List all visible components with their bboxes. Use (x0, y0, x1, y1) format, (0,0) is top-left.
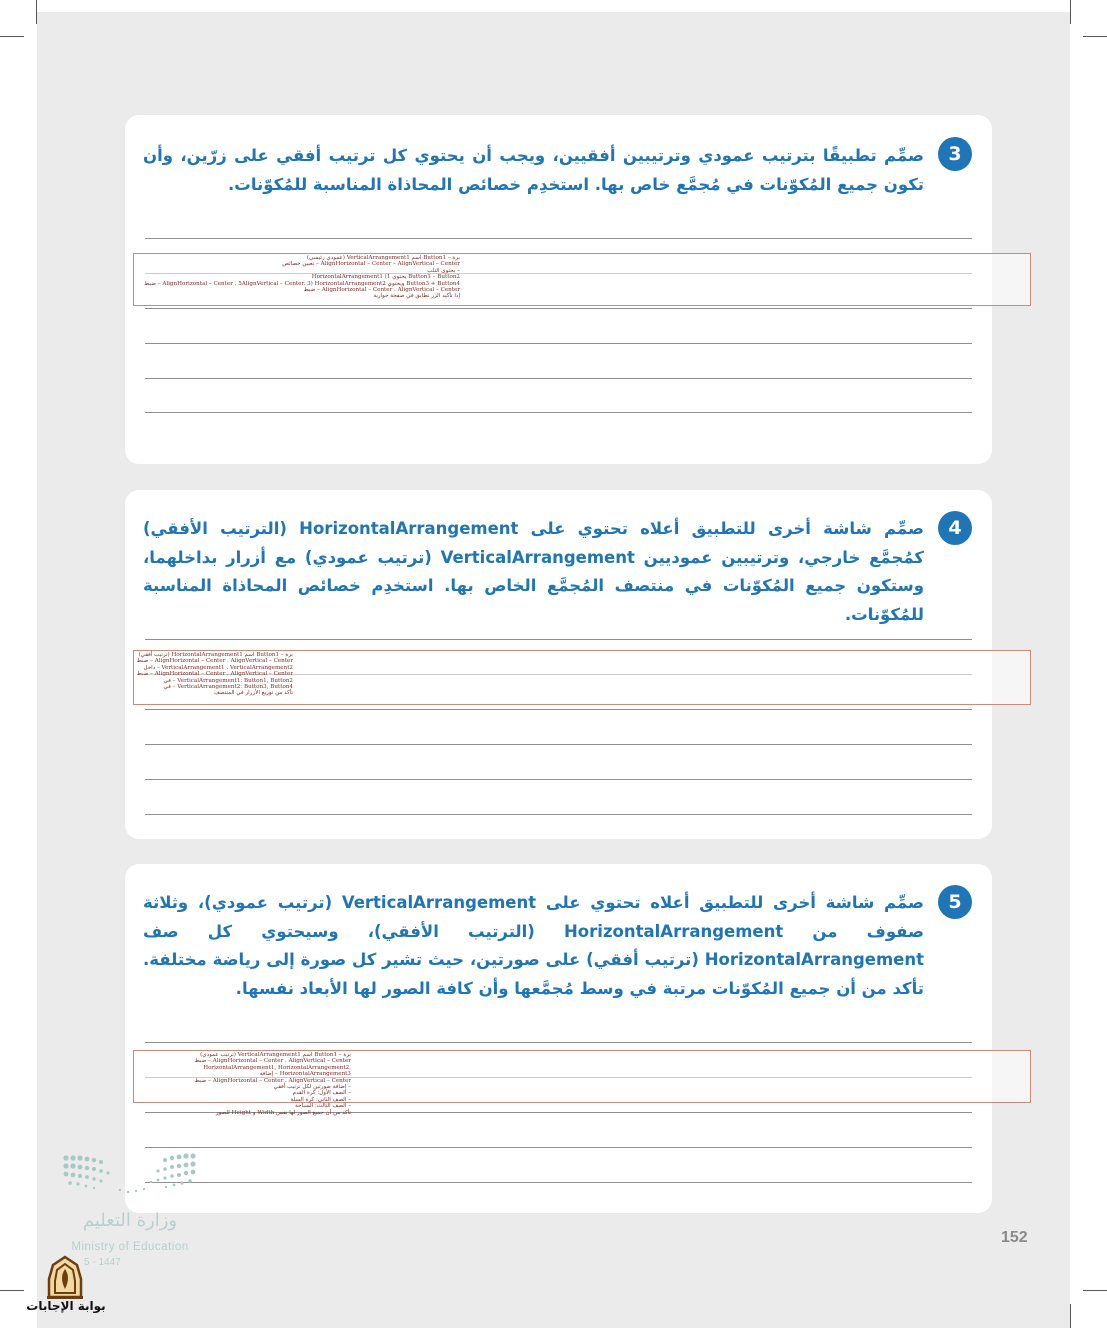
answer-text: برة – Button1 اسم VerticalArrangement1 (عمودي رئيسي) AlignHorizontal – Center – AlignVertical – Center – تعيين خصائص – بحتوى التلب Button1 – Button2 يحتوي HorizontalArrangement1 (1 Button3 + Button4 ويحتوي AlignHorizontal – Center . 5AlignVertical – Center. 3) HorizontalArrangement2 – ضبط AlignHorizontal – Center . AlignVertical – Center – ضبط إذا تأكيد الزر تطابق في صفحة حوارية (144, 255, 460, 300)
question-number-badge: 5 (938, 885, 972, 919)
question-number-badge: 3 (938, 137, 972, 171)
question-card-4 (125, 490, 992, 839)
question-text: صمِّم تطبيقًا بترتيب عمودي وترتيبين أفقيين، ويجب أن يحتوي كل ترتيب أفقي على زرّين، وأن تكون جميع المُكوّنات في مُجمَّع خاص بها. استخدِم خصائص المحاذاة المناسبة للمُكوّنات. (143, 146, 924, 194)
question-number-badge: 4 (938, 511, 972, 545)
crop-mark (1083, 1290, 1107, 1291)
answer-line (145, 378, 972, 379)
answer-line (145, 238, 972, 239)
crop-mark (0, 36, 24, 37)
answer-line (145, 639, 972, 640)
academic-year: 5 - 1447 (84, 1257, 121, 1268)
answer-line (145, 779, 972, 780)
question-text: صمِّم شاشة أخرى للتطبيق أعلاه تحتوي على VerticalArrangement (ترتيب عمودي)، وثلاثة صفوف من HorizontalArrangement (الترتيب الأفقي)، وسيحتوي كل صف HorizontalArrangement (ترتيب أفقي) على صورتين، حيث تشير كل صورة إلى رياضة مختلفة. تأكد من أن جميع المُكوّنات مرتبة في وسط مُجمَّعها وأن كافة الصور لها الأبعاد نفسها. (143, 893, 924, 998)
question-text: صمِّم شاشة أخرى للتطبيق أعلاه تحتوي على HorizontalArrangement (الترتيب الأفقي) كمُجمَّع خارجي، وترتيبين عموديين VerticalArrangement (ترتيب عمودي) مع أزرار بداخلهما، وستكون جميع المُكوّنات في منتصف المُجمَّع الخاص بها. استخدِم خصائص المحاذاة المناسبة للمُكوّنات. (143, 519, 924, 624)
answer-text: برة – Button1 اسم HorizontalArrangement1 (ترتيب أفقي) AlignHorizontal – Center . AlignVertical – Center – ضبط VerticalArrangement1 ، VerticalArrangement2 – داخل AlignHorizontal – Center . AlignVertical – Center – ضبط VerticalArrangement1: Button1, Button2 – في VerticalArrangement2: Button3, Button4 – في تأكد من توزيع الأزرار في المنتصف (136, 652, 293, 697)
answer-line (145, 1182, 972, 1183)
ministry-name-english: Ministry of Education (71, 1241, 189, 1253)
answer-line (145, 709, 972, 710)
answer-line (145, 343, 972, 344)
portal-label: بوابة الإجابات (26, 1299, 106, 1313)
crop-mark (36, 0, 37, 24)
answer-line (145, 744, 972, 745)
ministry-logo-icon (60, 1150, 200, 1200)
answer-box (133, 253, 1031, 306)
crop-mark (0, 1290, 24, 1291)
answer-line (145, 412, 972, 413)
answer-line (145, 1147, 972, 1148)
page-number: 152 (1001, 1229, 1028, 1246)
crop-mark (1070, 0, 1071, 24)
crop-mark (1083, 36, 1107, 37)
answer-line (145, 814, 972, 815)
portal-logo-icon (44, 1255, 86, 1301)
answer-box (133, 650, 1031, 705)
answer-text: برة – Button1 اسم VerticalArrangement1 (ترتيب عمودي) AlignHorizontal – Center . AlignVertical – Center – ضبط HorizontalArrangement1, HorizontalArrangement2, HorizontalArrangement3 – إضافة AlignHorizontal – Center . AlignVertical – Center – ضبط – إضافة صورتين لكل ترتيب أفقي – الصف الأول: كرة القدم – الصف الثاني: كرة السلة – الصف الثالث: السباحة تأكد من أن جميع الصور لها نفس Width و Height للصور (194, 1052, 351, 1116)
answer-line (145, 308, 972, 309)
question-card-5 (125, 864, 992, 1213)
question-card-3 (125, 115, 992, 464)
ministry-name-arabic: وزارة التعليم (82, 1210, 178, 1231)
answer-box (133, 1050, 1031, 1116)
answer-line (145, 1042, 972, 1043)
crop-mark (1070, 1304, 1071, 1328)
